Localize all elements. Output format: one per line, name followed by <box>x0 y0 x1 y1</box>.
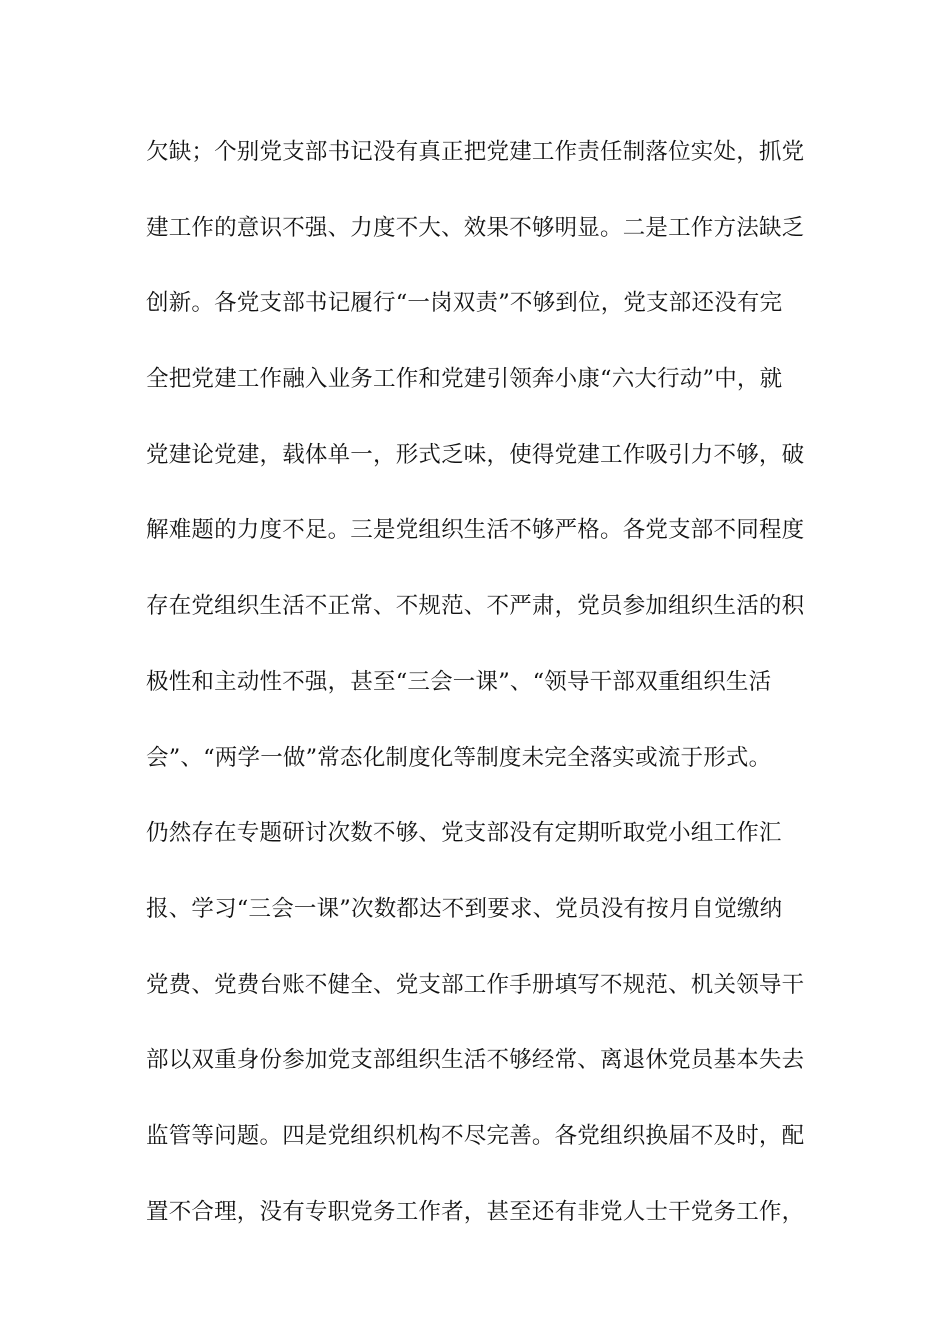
text-line: 仍然存在专题研讨次数不够、党支部没有定期听取党小组工作汇 <box>146 820 782 847</box>
text-line: 部以双重身份参加党支部组织生活不够经常、离退休党员基本失去 <box>146 1047 805 1074</box>
text-line: 会”、“两学一做”常态化制度化等制度未完全落实或流于形式。 <box>146 744 772 771</box>
text-line: 存在党组织生活不正常、不规范、不严肃，党员参加组织生活的积 <box>146 593 805 620</box>
text-line: 创新。各党支部书记履行“一岗双责”不够到位，党支部还没有完 <box>146 290 783 317</box>
text-line: 报、学习“三会一课”次数都达不到要求、党员没有按月自觉缴纳 <box>146 895 783 922</box>
text-line: 极性和主动性不强，甚至“三会一课”、“领导干部双重组织生活 <box>146 668 772 695</box>
text-line: 监管等问题。四是党组织机构不尽完善。各党组织换届不及时，配 <box>146 1122 805 1149</box>
text-line: 置不合理，没有专职党务工作者，甚至还有非党人士干党务工作， <box>146 1198 805 1225</box>
text-line: 党建论党建，载体单一，形式乏味，使得党建工作吸引力不够，破 <box>146 441 805 468</box>
text-line: 党费、党费台账不健全、党支部工作手册填写不规范、机关领导干 <box>146 971 805 998</box>
text-line: 建工作的意识不强、力度不大、效果不够明显。二是工作方法缺乏 <box>146 214 805 241</box>
text-line: 欠缺；个别党支部书记没有真正把党建工作责任制落位实处，抓党 <box>146 139 805 165</box>
body-text <box>146 124 806 1259</box>
text-line: 全把党建工作融入业务工作和党建引领奔小康“六大行动”中，就 <box>146 366 783 393</box>
text-line: 解难题的力度不足。三是党组织生活不够严格。各党支部不同程度 <box>146 517 805 544</box>
